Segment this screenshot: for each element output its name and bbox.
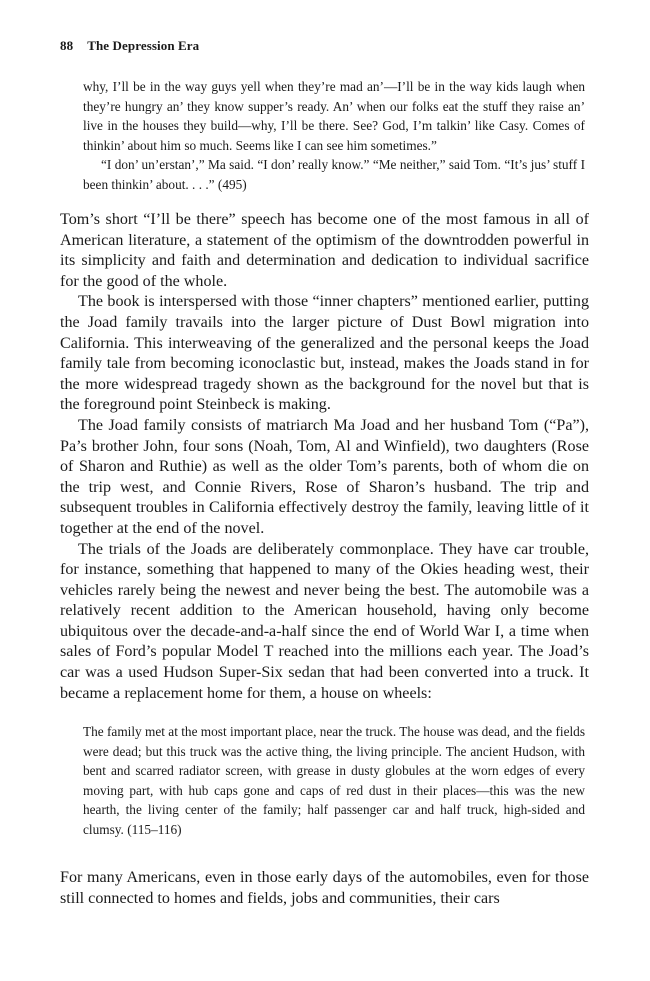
body-text-1 — [60, 210, 589, 704]
body-paragraph: The Joad family consists of matriarch Ma Joad and her husband Tom (“Pa”), Pa’s brother John, four sons (Noah, Tom, Al and Winfield), two daughters (Rose of Sharon and Ruthie) as well as the older Tom’s parents, both of whom die on the trip west, and Connie Rivers, Rose of Sharon’s husband. The trip and subsequent troubles in California effectively destroy the family, leaving little of it together at the end of the novel. — [60, 416, 589, 537]
quote-paragraph: The family met at the most important place, near the truck. The house was dead, and the fields were dead; but this truck was the active thing, the living principle. The ancient Hudson, with bent and scarred radiator screen, with grease in dusty globules at the worn edges of every moving part, with hub caps gone and caps of red dust in their places—this was the new hearth, the living center of the family; half passenger car and half truck, high-sided and clumsy. (115–116) — [83, 724, 585, 837]
body-text-2 — [60, 868, 589, 909]
body-paragraph: The book is interspersed with those “inner chapters” mentioned earlier, putting the Joad family travails into the larger picture of Dust Bowl migration into California. This interweaving of the generalized and the personal keeps the Joad family tale from becoming iconoclastic but, instead, makes the Joads stand in for the more widespread tragedy shown as the background for the novel but that is the foreground point Steinbeck is making. — [60, 293, 589, 414]
running-title: The Depression Era — [87, 38, 200, 53]
page-number: 88 — [60, 38, 74, 53]
block-quote-1 — [83, 77, 585, 194]
block-quote-2 — [83, 722, 585, 839]
body-paragraph: For many Americans, even in those early days of the automobiles, even for those still connected to homes and fields, jobs and communities, their cars — [60, 869, 589, 907]
quote-paragraph: why, I’ll be in the way guys yell when they’re mad an’—I’ll be in the way kids laugh when they’re hungry an’ they know supper’s ready. An’ when our folks eat the stuff they raise an’ live in the houses they build—why, I’ll be there. See? God, I’m talkin’ like Casy. Comes of thinkin’ about him so much. Seems like I can see him sometimes.” — [83, 79, 585, 153]
body-paragraph: The trials of the Joads are deliberately commonplace. They have car trouble, for instance, something that happened to many of the Okies heading west, their vehicles rarely being the newest and never being the best. The automobile was a relatively recent addition to the American household, having only become ubiquitous over the decade-and-a-half since the end of World War I, a time when sales of Ford’s popular Model T reached into the millions each year. The Joad’s car was a used Hudson Super-Six sedan that had been converted into a truck. It became a replacement home for them, a house on wheels: — [60, 540, 589, 702]
quote-paragraph: “I don’ un’erstan’,” Ma said. “I don’ really know.” “Me neither,” said Tom. “It’s jus’ stuff I been thinkin’ about. . . .” (495) — [83, 157, 585, 192]
body-paragraph: Tom’s short “I’ll be there” speech has become one of the most famous in all of American literature, a statement of the optimism of the downtrodden powerful in its simplicity and faith and determination and dedication to individual sacrifice for the good of the whole. — [60, 211, 589, 290]
running-header — [60, 38, 199, 54]
